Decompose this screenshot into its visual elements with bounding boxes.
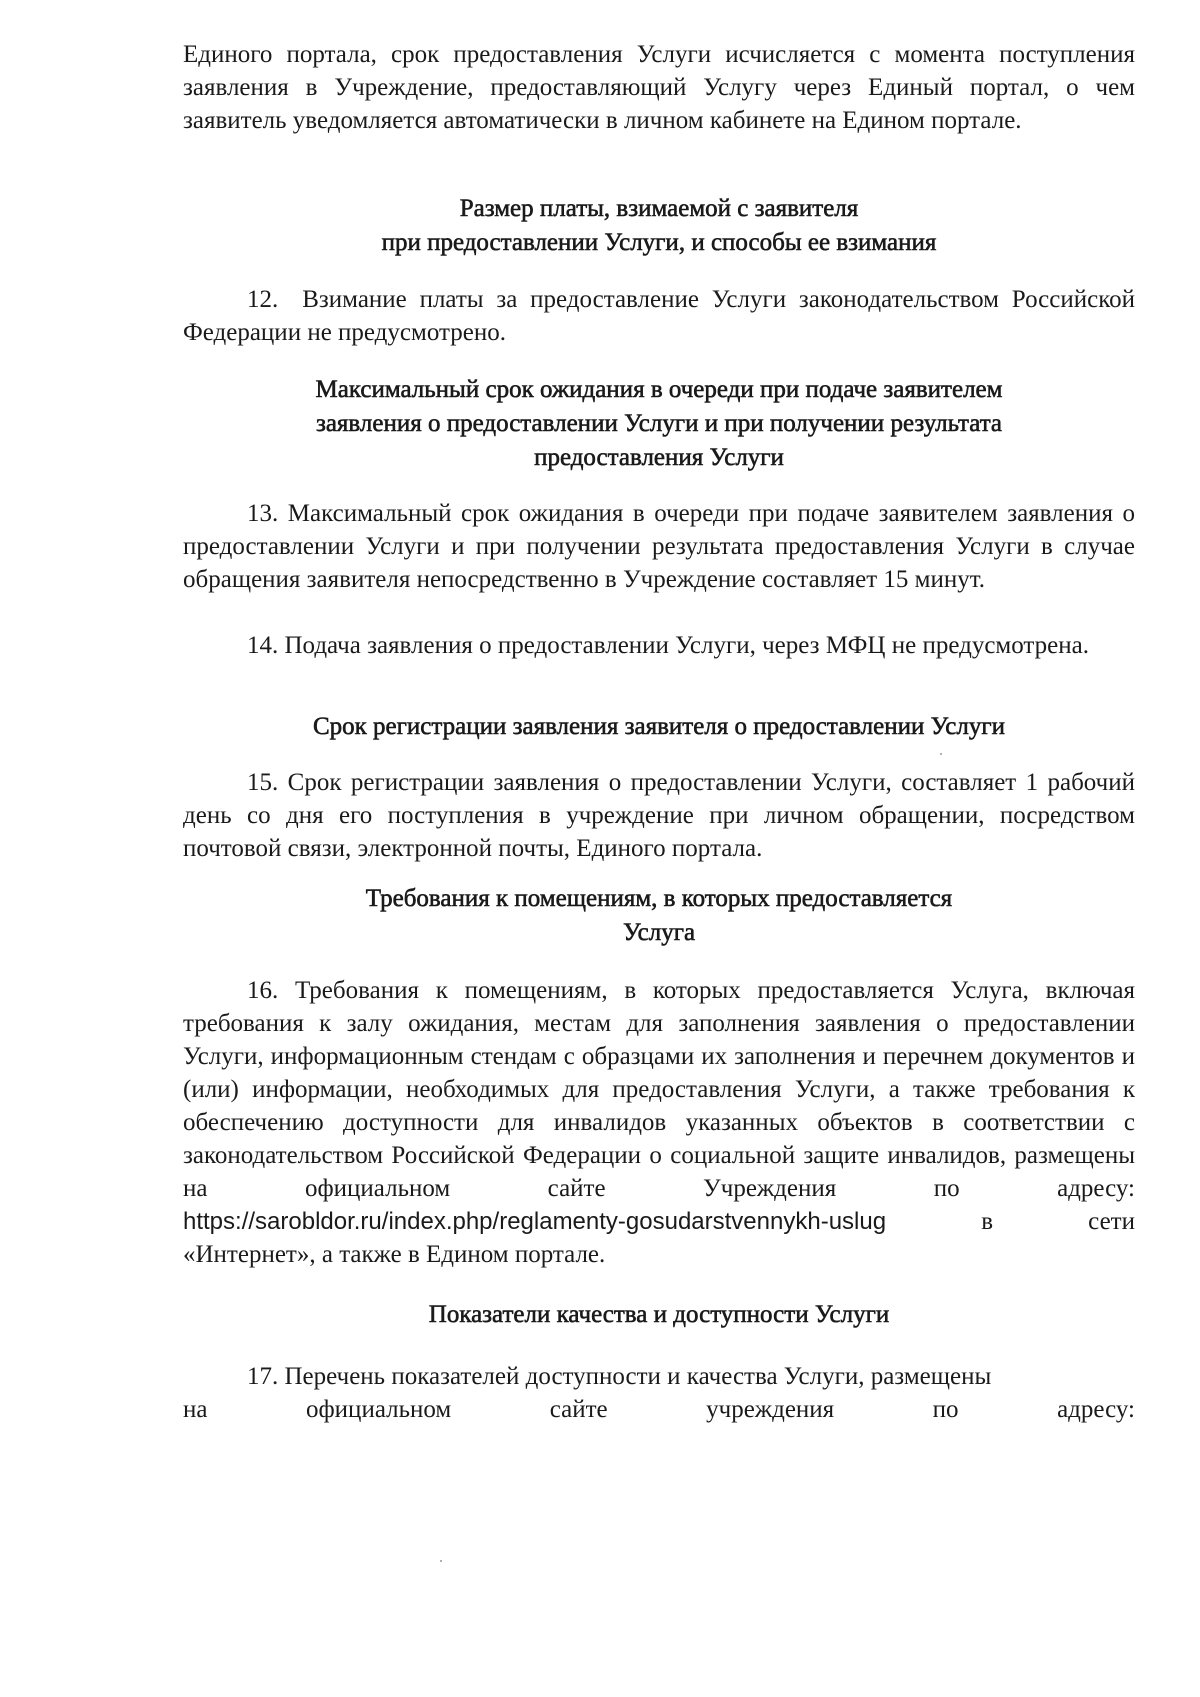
paragraph-17-line2: [183, 1393, 1135, 1426]
url-tail-word-2: сети: [1088, 1208, 1135, 1235]
premises-heading-line1: Требования к помещениям, в которых предоставляется: [365, 885, 953, 912]
paragraph-16-end: «Интернет», а также в Едином портале.: [183, 1241, 606, 1268]
paragraph-14: 14. Подача заявления о предоставлении Услуги, через МФЦ не предусмотрена.: [247, 632, 1089, 659]
registration-heading-block: [183, 710, 1135, 744]
p17-word-1: на: [183, 1396, 208, 1423]
fee-heading-line1: Размер платы, взимаемой с заявителя: [459, 195, 859, 222]
queue-heading-line3: предоставления Услуги: [534, 444, 784, 471]
quality-heading-block: [183, 1298, 1135, 1332]
queue-heading-line1: Максимальный срок ожидания в очереди при подаче заявителем: [315, 376, 1003, 403]
paragraph-12-text: Взимание платы за предоставление Услуги законодательством Российской Федерации не предусмотрено.: [183, 286, 1135, 346]
queue-heading-line2: заявления о предоставлении Услуги и при получении результата: [315, 410, 1003, 437]
p17-word-3: сайте: [549, 1396, 608, 1423]
fee-heading: [183, 192, 1135, 260]
intro-paragraph: Единого портала, срок предоставления Услуги исчисляется с момента поступления заявления в Учреждение, предоставляющий Услугу через Единый портал, о чем заявитель уведомляется автоматически в личном кабинете на Едином портале.: [183, 41, 1135, 134]
paragraph-12-number: 12.: [247, 286, 279, 313]
p17-word-4: учреждения: [706, 1396, 835, 1423]
p17-word-5: по: [932, 1396, 959, 1423]
queue-heading: [183, 373, 1135, 475]
registration-heading: Срок регистрации заявления заявителя о предоставлении Услуги: [312, 713, 1006, 740]
p17-word-6: адресу:: [1057, 1396, 1135, 1423]
premises-heading-line2: Услуга: [622, 919, 696, 946]
premises-heading: [183, 882, 1135, 950]
quality-heading: Показатели качества и доступности Услуги: [428, 1301, 890, 1328]
scan-speck: [940, 753, 942, 755]
paragraph-13: 13. Максимальный срок ожидания в очереди при подаче заявителем заявления о предоставлении Услуги и при получении результата предоставления Услуги в случае обращения заявителя непосредственно в Учреждение составляет 15 минут.: [183, 500, 1135, 593]
paragraph-16: 16. Требования к помещениям, в которых предоставляется Услуга, включая требования к залу ожидания, местам для заполнения заявления о предоставлении Услуги, информационным стендам с образцами их заполнения и перечнем документов и (или) информации, необходимых для предоставления Услуги, а также требования к обеспечению доступности для инвалидов указанных объектов в соответствии с законодательством Российской Федерации о социальной защите инвалидов, размещены на официальном сайте Учреждения по адресу:: [183, 977, 1135, 1202]
paragraph-17-line1: 17. Перечень показателей доступности и качества Услуги, размещены: [247, 1363, 992, 1390]
paragraph-15: 15. Срок регистрации заявления о предоставлении Услуги, составляет 1 рабочий день со дня его поступления в учреждение при личном обращении, посредством почтовой связи, электронной почты, Единого портала.: [183, 769, 1135, 862]
paragraph-16-url-line: [183, 1205, 1135, 1238]
premises-url-link[interactable]: https://sarobldor.ru/index.php/reglamenty-gosudarstvennykh-uslug: [183, 1208, 887, 1235]
paragraph-16-block: [183, 974, 1135, 1271]
paragraph-12: [183, 283, 1135, 349]
fee-heading-line2: при предоставлении Услуги, и способы ее взимания: [381, 229, 937, 256]
p17-word-2: официальном: [305, 1396, 452, 1423]
paragraph-17-block: [183, 1360, 1135, 1426]
url-tail-word-1: в: [981, 1208, 994, 1235]
scan-speck: [440, 1560, 442, 1562]
